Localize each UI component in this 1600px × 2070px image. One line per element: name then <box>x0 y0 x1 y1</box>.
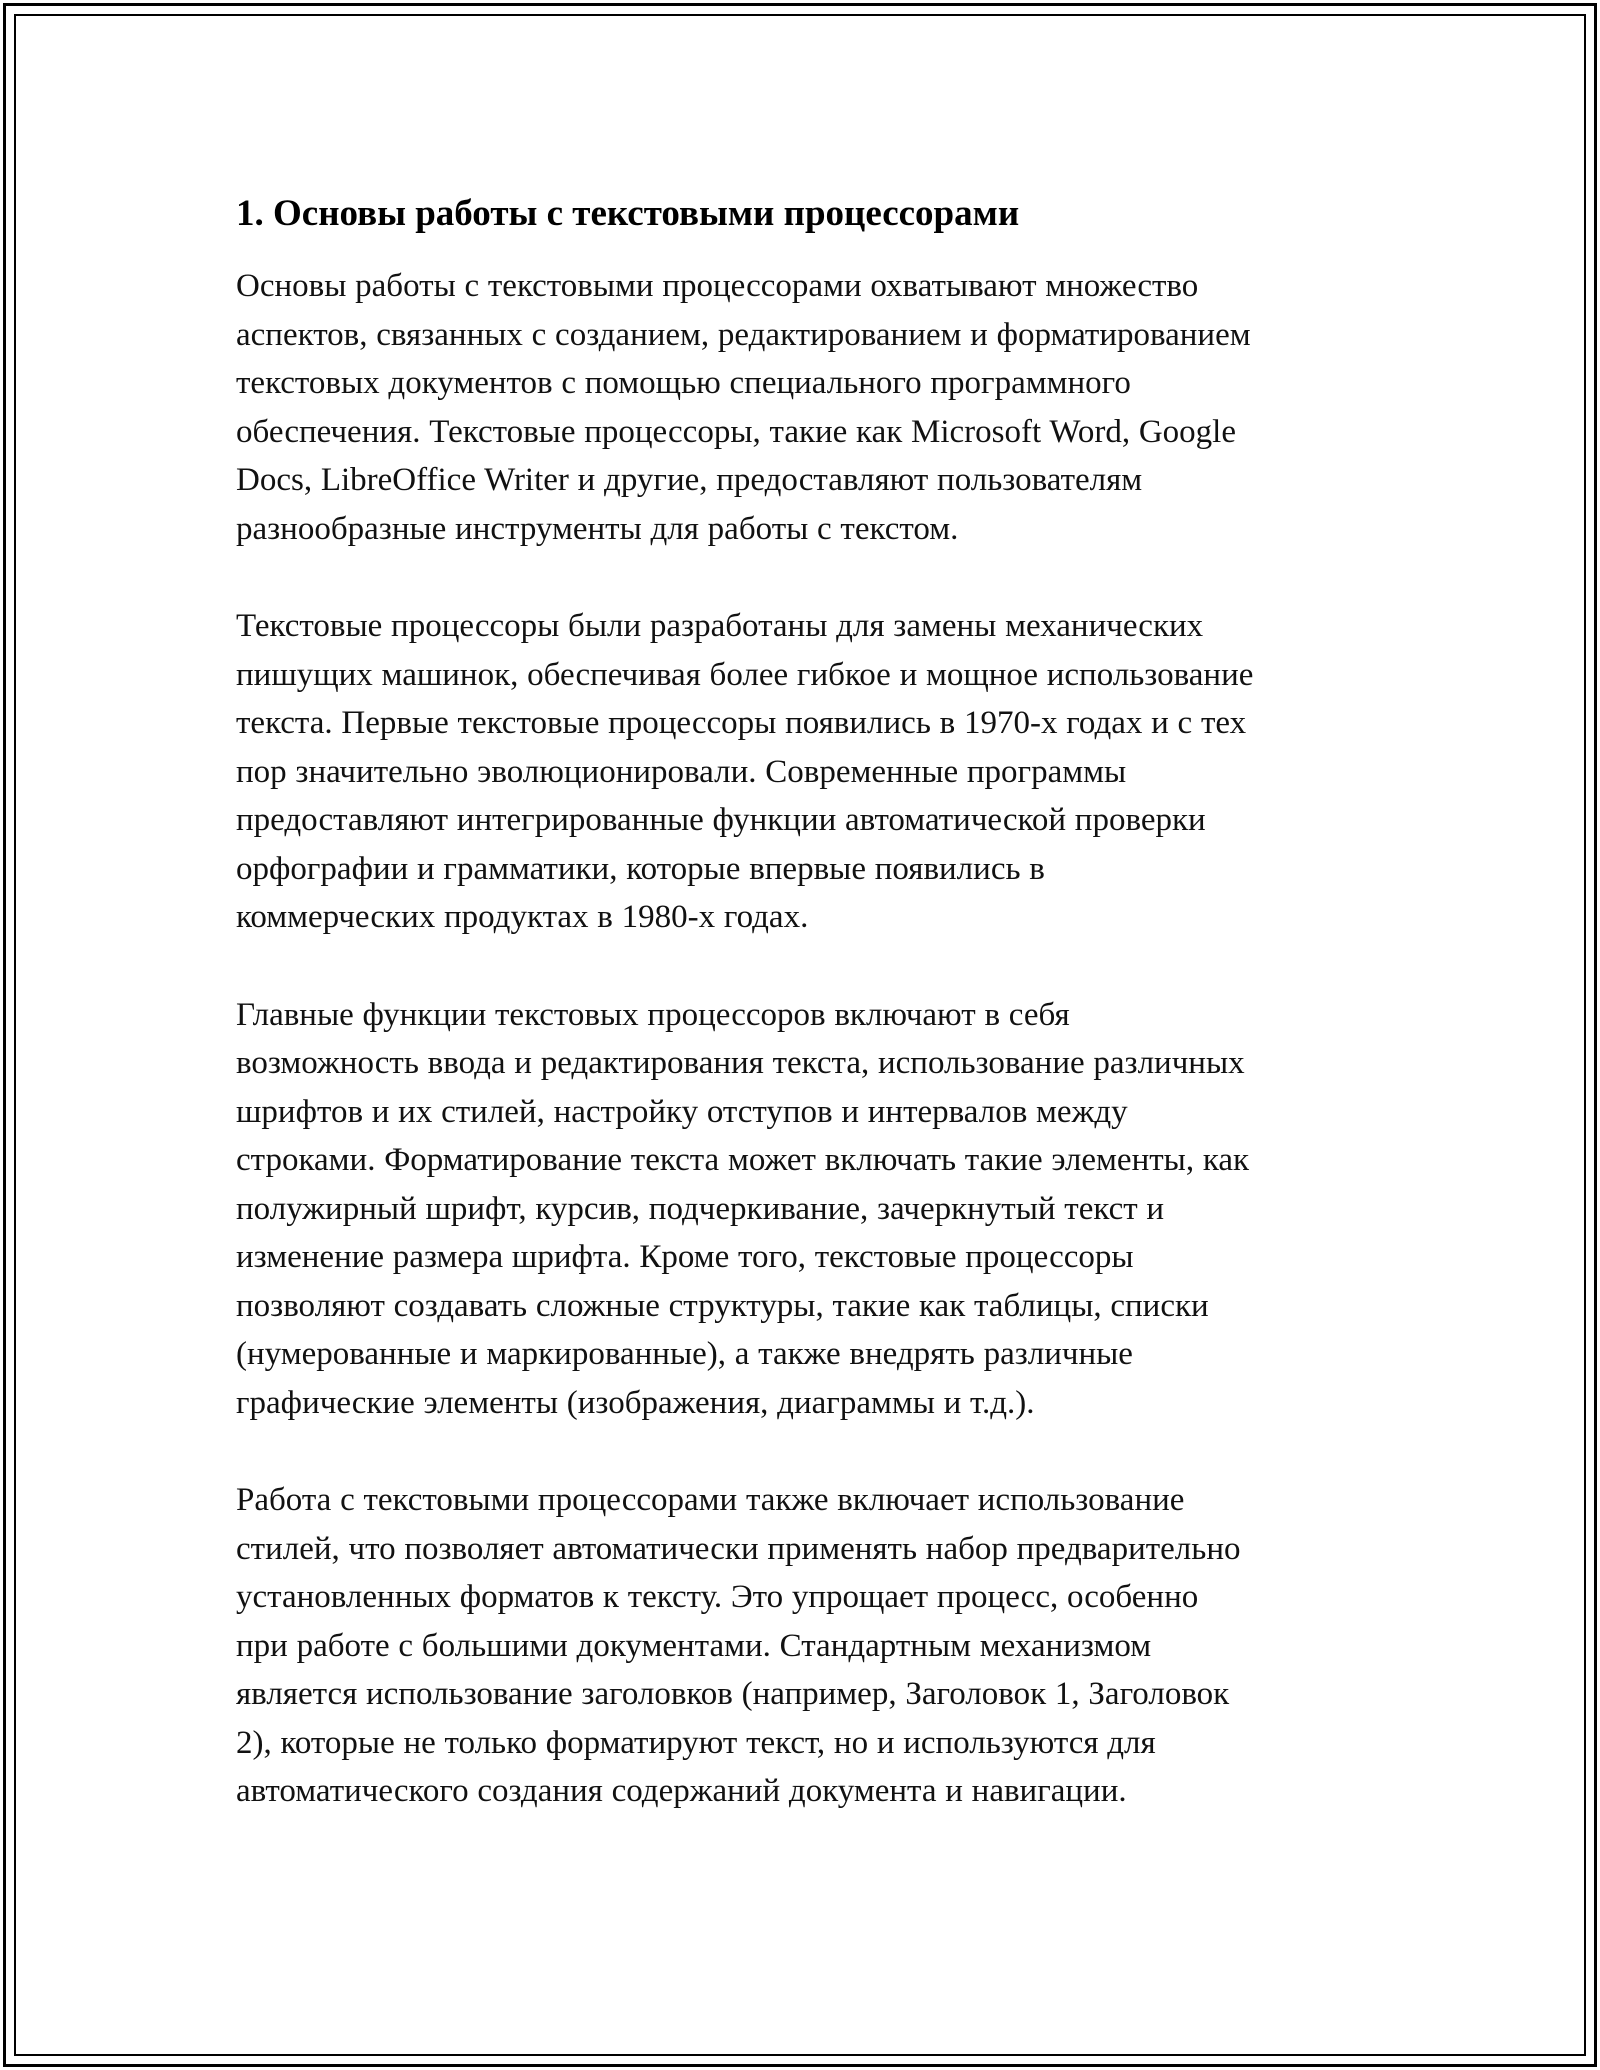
text-line: позволяют создавать сложные структуры, такие как таблицы, списки <box>236 1287 1209 1324</box>
text-line: изменение размера шрифта. Кроме того, текстовые процессоры <box>236 1239 1134 1275</box>
text-line: строками. Форматирование текста может включать такие элементы, как <box>236 1142 1250 1178</box>
text-line: текстовых документов с помощью специального программного <box>236 365 1131 401</box>
text-line: аспектов, связанных с созданием, редактированием и форматированием <box>236 316 1251 353</box>
text-line: обеспечения. Текстовые процессоры, такие как Microsoft Word, Google <box>236 413 1236 450</box>
text-line: коммерческих продуктах в 1980-х годах. <box>236 899 809 935</box>
text-line: установленных форматов к тексту. Это упрощает процесс, особенно <box>236 1579 1199 1615</box>
paragraph-2 <box>236 602 1396 942</box>
text-line: предоставляют интегрированные функции автоматической проверки <box>236 802 1206 838</box>
text-line: возможность ввода и редактирования текста, использование различных <box>236 1045 1245 1081</box>
text-line: полужирный шрифт, курсив, подчеркивание, зачеркнутый текст и <box>236 1190 1165 1227</box>
text-line: автоматического создания содержаний документа и навигации. <box>236 1773 1127 1809</box>
text-line: 2), которые не только форматируют текст, но и используются для <box>236 1724 1156 1761</box>
text-line: Главные функции текстовых процессоров включают в себя <box>236 996 1070 1033</box>
text-line: текста. Первые текстовые процессоры появились в 1970-х годах и с тех <box>236 705 1247 741</box>
text-line: Работа с текстовыми процессорами также включает использование <box>236 1482 1185 1518</box>
text-line: Docs, LibreOffice Writer и другие, предоставляют пользователям <box>236 462 1143 498</box>
section-heading: 1. Основы работы с текстовыми процессорами <box>236 193 1020 234</box>
text-line: графические элементы (изображения, диаграммы и т.д.). <box>236 1384 1035 1421</box>
text-line: разнообразные инструменты для работы с текстом. <box>236 510 959 547</box>
document-body <box>236 188 1396 1865</box>
text-line: при работе с большими документами. Стандартным механизмом <box>236 1627 1152 1664</box>
text-line: является использование заголовков (например, Заголовок 1, Заголовок <box>236 1676 1230 1712</box>
text-line: Текстовые процессоры были разработаны для замены механических <box>236 608 1204 644</box>
paragraph-1 <box>236 262 1396 553</box>
paragraph-3 <box>236 991 1396 1428</box>
text-line: орфографии и грамматики, которые впервые появились в <box>236 850 1045 887</box>
text-line: (нумерованные и маркированные), а также внедрять различные <box>236 1336 1133 1372</box>
text-line: пор значительно эволюционировали. Современные программы <box>236 753 1127 790</box>
paragraph-4 <box>236 1476 1396 1816</box>
text-line: стилей, что позволяет автоматически применять набор предварительно <box>236 1530 1241 1567</box>
text-line: Основы работы с текстовыми процессорами охватывают множество <box>236 268 1199 304</box>
text-line: шрифтов и их стилей, настройку отступов и интервалов между <box>236 1093 1128 1130</box>
text-line: пишущих машинок, обеспечивая более гибкое и мощное использование <box>236 656 1254 693</box>
